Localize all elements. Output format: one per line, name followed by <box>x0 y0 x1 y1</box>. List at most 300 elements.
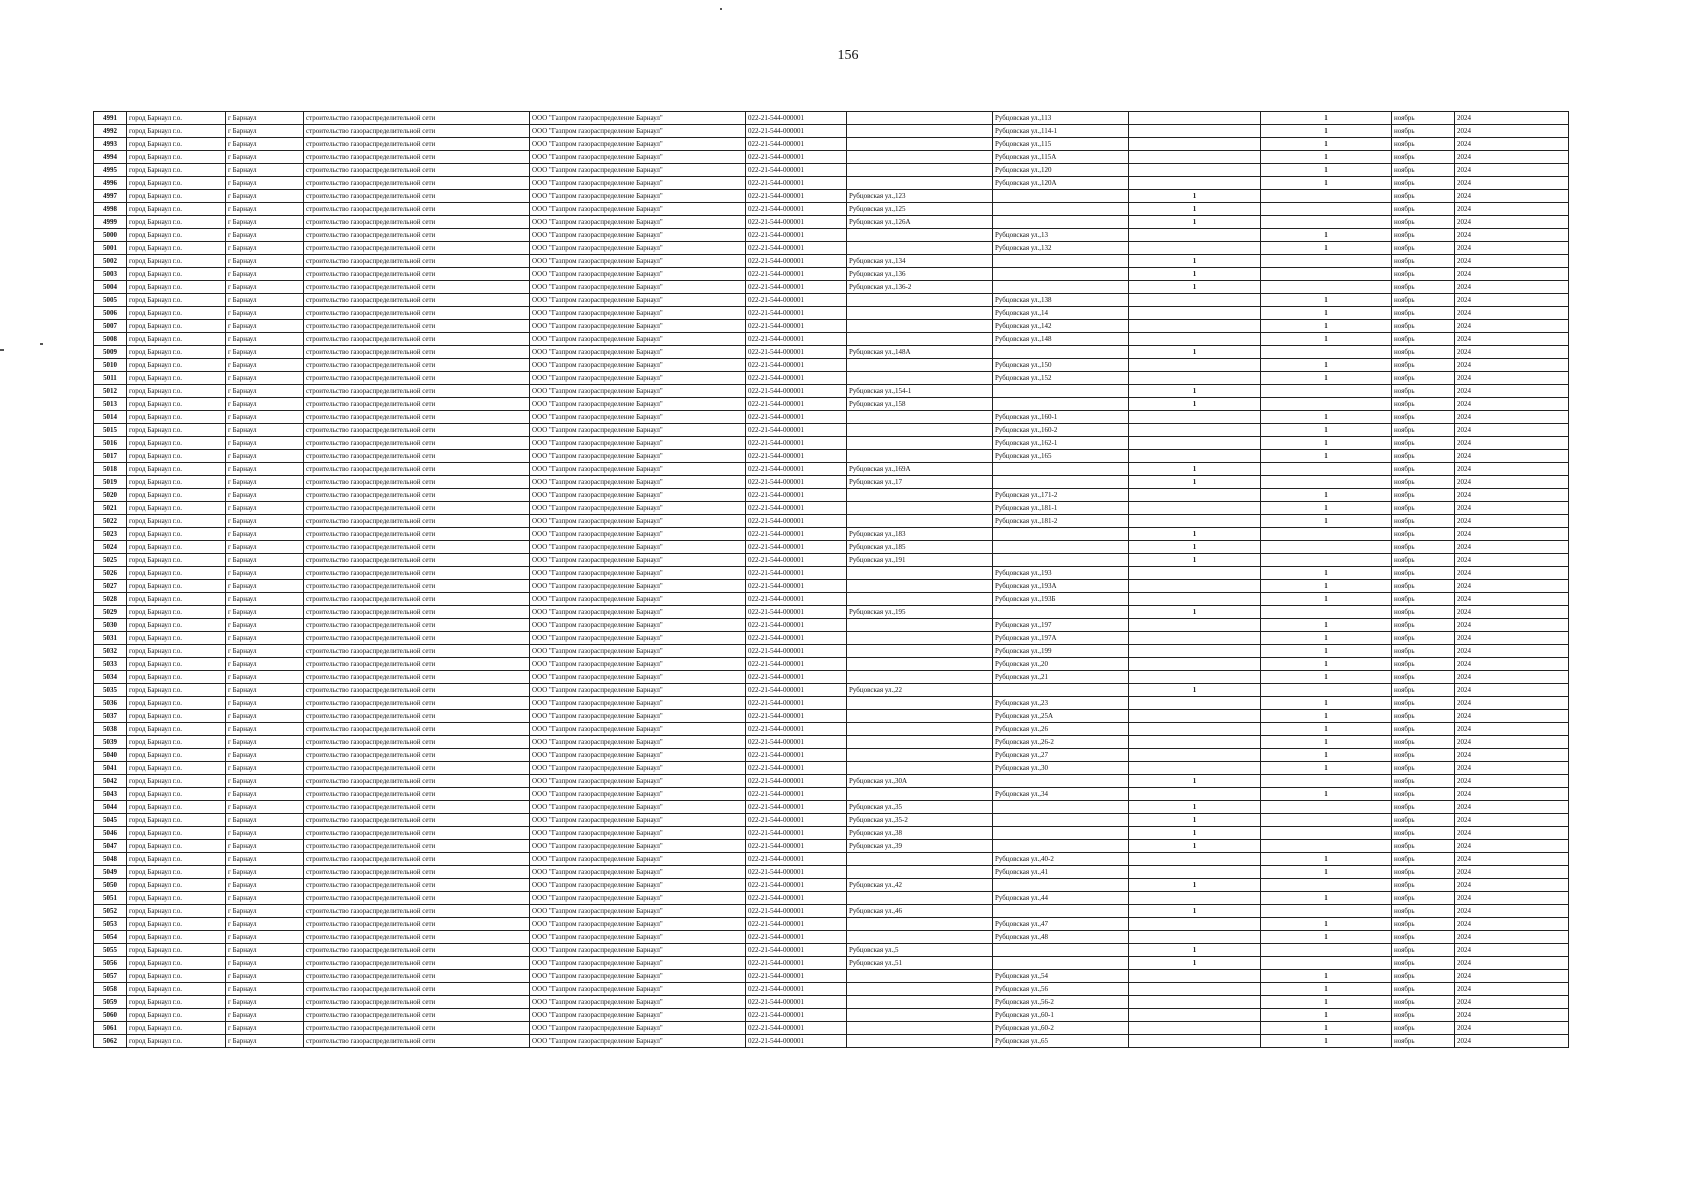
row-number-cell: 4996 <box>94 177 127 190</box>
table-row <box>94 684 1569 697</box>
month-cell: ноябрь <box>1392 502 1455 515</box>
address-left-cell <box>847 502 993 515</box>
address-right-cell <box>993 476 1129 489</box>
quantity-right-cell <box>1261 879 1392 892</box>
row-number-cell: 4997 <box>94 190 127 203</box>
address-right-cell: Рубцовская ул.,150 <box>993 359 1129 372</box>
scan-speck <box>0 349 4 351</box>
work-type-cell: строительство газораспределительной сети <box>304 606 530 619</box>
municipality-cell: город Барнаул г.о. <box>127 528 226 541</box>
table-row <box>94 112 1569 125</box>
quantity-left-cell <box>1129 489 1261 502</box>
program-code-cell: 022-21-544-000001 <box>746 814 847 827</box>
address-right-cell: Рубцовская ул.,193А <box>993 580 1129 593</box>
work-type-cell: строительство газораспределительной сети <box>304 489 530 502</box>
address-right-cell: Рубцовская ул.,181-2 <box>993 515 1129 528</box>
quantity-right-cell <box>1261 840 1392 853</box>
work-type-cell: строительство газораспределительной сети <box>304 593 530 606</box>
quantity-right-cell <box>1261 827 1392 840</box>
table-row <box>94 944 1569 957</box>
quantity-right-cell: 1 <box>1261 970 1392 983</box>
address-right-cell <box>993 346 1129 359</box>
table-row <box>94 229 1569 242</box>
table-row <box>94 1035 1569 1048</box>
quantity-right-cell <box>1261 684 1392 697</box>
settlement-cell: г Барнаул <box>226 840 304 853</box>
organization-cell: ООО "Газпром газораспределение Барнаул" <box>530 489 746 502</box>
row-number-cell: 4994 <box>94 151 127 164</box>
settlement-cell: г Барнаул <box>226 489 304 502</box>
work-type-cell: строительство газораспределительной сети <box>304 203 530 216</box>
row-number-cell: 5037 <box>94 710 127 723</box>
address-right-cell: Рубцовская ул.,48 <box>993 931 1129 944</box>
work-type-cell: строительство газораспределительной сети <box>304 684 530 697</box>
row-number-cell: 5017 <box>94 450 127 463</box>
settlement-cell: г Барнаул <box>226 541 304 554</box>
settlement-cell: г Барнаул <box>226 593 304 606</box>
address-left-cell <box>847 437 993 450</box>
month-cell: ноябрь <box>1392 814 1455 827</box>
settlement-cell: г Барнаул <box>226 515 304 528</box>
program-code-cell: 022-21-544-000001 <box>746 944 847 957</box>
municipality-cell: город Барнаул г.о. <box>127 216 226 229</box>
work-type-cell: строительство газораспределительной сети <box>304 450 530 463</box>
address-right-cell: Рубцовская ул.,30 <box>993 762 1129 775</box>
organization-cell: ООО "Газпром газораспределение Барнаул" <box>530 502 746 515</box>
quantity-right-cell <box>1261 255 1392 268</box>
quantity-right-cell <box>1261 281 1392 294</box>
year-cell: 2024 <box>1455 918 1569 931</box>
address-left-cell <box>847 892 993 905</box>
address-left-cell <box>847 593 993 606</box>
work-type-cell: строительство газораспределительной сети <box>304 671 530 684</box>
quantity-left-cell <box>1129 736 1261 749</box>
month-cell: ноябрь <box>1392 333 1455 346</box>
quantity-left-cell <box>1129 294 1261 307</box>
table-row <box>94 840 1569 853</box>
month-cell: ноябрь <box>1392 515 1455 528</box>
quantity-left-cell <box>1129 632 1261 645</box>
address-left-cell: Рубцовская ул.,169А <box>847 463 993 476</box>
address-left-cell <box>847 710 993 723</box>
program-code-cell: 022-21-544-000001 <box>746 736 847 749</box>
quantity-left-cell <box>1129 671 1261 684</box>
row-number-cell: 5012 <box>94 385 127 398</box>
row-number-cell: 5001 <box>94 242 127 255</box>
work-type-cell: строительство газораспределительной сети <box>304 372 530 385</box>
address-right-cell <box>993 775 1129 788</box>
quantity-left-cell <box>1129 1022 1261 1035</box>
program-code-cell: 022-21-544-000001 <box>746 697 847 710</box>
address-right-cell: Рубцовская ул.,115А <box>993 151 1129 164</box>
work-type-cell: строительство газораспределительной сети <box>304 190 530 203</box>
quantity-left-cell: 1 <box>1129 281 1261 294</box>
year-cell: 2024 <box>1455 879 1569 892</box>
address-left-cell: Рубцовская ул.,136-2 <box>847 281 993 294</box>
month-cell: ноябрь <box>1392 229 1455 242</box>
address-left-cell: Рубцовская ул.,17 <box>847 476 993 489</box>
row-number-cell: 5009 <box>94 346 127 359</box>
year-cell: 2024 <box>1455 671 1569 684</box>
address-left-cell <box>847 853 993 866</box>
table-row <box>94 528 1569 541</box>
program-code-cell: 022-21-544-000001 <box>746 723 847 736</box>
month-cell: ноябрь <box>1392 489 1455 502</box>
year-cell: 2024 <box>1455 424 1569 437</box>
settlement-cell: г Барнаул <box>226 1022 304 1035</box>
municipality-cell: город Барнаул г.о. <box>127 502 226 515</box>
month-cell: ноябрь <box>1392 892 1455 905</box>
quantity-left-cell <box>1129 151 1261 164</box>
month-cell: ноябрь <box>1392 710 1455 723</box>
organization-cell: ООО "Газпром газораспределение Барнаул" <box>530 775 746 788</box>
table-row <box>94 463 1569 476</box>
row-number-cell: 5006 <box>94 307 127 320</box>
month-cell: ноябрь <box>1392 658 1455 671</box>
month-cell: ноябрь <box>1392 190 1455 203</box>
row-number-cell: 5040 <box>94 749 127 762</box>
municipality-cell: город Барнаул г.о. <box>127 866 226 879</box>
program-code-cell: 022-21-544-000001 <box>746 138 847 151</box>
quantity-right-cell <box>1261 346 1392 359</box>
program-code-cell: 022-21-544-000001 <box>746 216 847 229</box>
organization-cell: ООО "Газпром газораспределение Барнаул" <box>530 229 746 242</box>
scan-speck <box>720 8 722 10</box>
work-type-cell: строительство газораспределительной сети <box>304 398 530 411</box>
program-code-cell: 022-21-544-000001 <box>746 710 847 723</box>
municipality-cell: город Барнаул г.о. <box>127 346 226 359</box>
municipality-cell: город Барнаул г.о. <box>127 892 226 905</box>
municipality-cell: город Барнаул г.о. <box>127 554 226 567</box>
address-right-cell: Рубцовская ул.,21 <box>993 671 1129 684</box>
row-number-cell: 4993 <box>94 138 127 151</box>
quantity-left-cell: 1 <box>1129 528 1261 541</box>
month-cell: ноябрь <box>1392 1035 1455 1048</box>
year-cell: 2024 <box>1455 489 1569 502</box>
quantity-left-cell: 1 <box>1129 801 1261 814</box>
program-code-cell: 022-21-544-000001 <box>746 1022 847 1035</box>
municipality-cell: город Барнаул г.о. <box>127 736 226 749</box>
settlement-cell: г Барнаул <box>226 385 304 398</box>
organization-cell: ООО "Газпром газораспределение Барнаул" <box>530 255 746 268</box>
row-number-cell: 5042 <box>94 775 127 788</box>
address-left-cell <box>847 151 993 164</box>
program-code-cell: 022-21-544-000001 <box>746 437 847 450</box>
row-number-cell: 5022 <box>94 515 127 528</box>
address-left-cell <box>847 788 993 801</box>
work-type-cell: строительство газораспределительной сети <box>304 710 530 723</box>
quantity-right-cell: 1 <box>1261 294 1392 307</box>
table-row <box>94 931 1569 944</box>
municipality-cell: город Барнаул г.о. <box>127 489 226 502</box>
quantity-right-cell <box>1261 606 1392 619</box>
quantity-right-cell <box>1261 905 1392 918</box>
quantity-right-cell <box>1261 203 1392 216</box>
municipality-cell: город Барнаул г.о. <box>127 437 226 450</box>
settlement-cell: г Барнаул <box>226 645 304 658</box>
organization-cell: ООО "Газпром газораспределение Барнаул" <box>530 736 746 749</box>
table-row <box>94 918 1569 931</box>
municipality-cell: город Барнаул г.о. <box>127 931 226 944</box>
quantity-left-cell <box>1129 970 1261 983</box>
municipality-cell: город Барнаул г.о. <box>127 268 226 281</box>
year-cell: 2024 <box>1455 541 1569 554</box>
organization-cell: ООО "Газпром газораспределение Барнаул" <box>530 177 746 190</box>
settlement-cell: г Барнаул <box>226 905 304 918</box>
quantity-left-cell <box>1129 788 1261 801</box>
work-type-cell: строительство газораспределительной сети <box>304 463 530 476</box>
quantity-left-cell: 1 <box>1129 554 1261 567</box>
address-right-cell <box>993 203 1129 216</box>
row-number-cell: 5030 <box>94 619 127 632</box>
row-number-cell: 5059 <box>94 996 127 1009</box>
table-row <box>94 437 1569 450</box>
month-cell: ноябрь <box>1392 866 1455 879</box>
address-right-cell <box>993 268 1129 281</box>
settlement-cell: г Барнаул <box>226 567 304 580</box>
program-code-cell: 022-21-544-000001 <box>746 346 847 359</box>
address-left-cell <box>847 671 993 684</box>
year-cell: 2024 <box>1455 1022 1569 1035</box>
row-number-cell: 5043 <box>94 788 127 801</box>
row-number-cell: 5032 <box>94 645 127 658</box>
table-row <box>94 489 1569 502</box>
work-type-cell: строительство газораспределительной сети <box>304 346 530 359</box>
year-cell: 2024 <box>1455 931 1569 944</box>
quantity-right-cell: 1 <box>1261 632 1392 645</box>
table-row <box>94 125 1569 138</box>
quantity-left-cell: 1 <box>1129 203 1261 216</box>
settlement-cell: г Барнаул <box>226 424 304 437</box>
month-cell: ноябрь <box>1392 541 1455 554</box>
work-type-cell: строительство газораспределительной сети <box>304 437 530 450</box>
row-number-cell: 5038 <box>94 723 127 736</box>
row-number-cell: 5061 <box>94 1022 127 1035</box>
month-cell: ноябрь <box>1392 944 1455 957</box>
organization-cell: ООО "Газпром газораспределение Барнаул" <box>530 970 746 983</box>
row-number-cell: 5036 <box>94 697 127 710</box>
work-type-cell: строительство газораспределительной сети <box>304 658 530 671</box>
organization-cell: ООО "Газпром газораспределение Барнаул" <box>530 801 746 814</box>
organization-cell: ООО "Газпром газораспределение Барнаул" <box>530 788 746 801</box>
municipality-cell: город Барнаул г.о. <box>127 476 226 489</box>
organization-cell: ООО "Газпром газораспределение Барнаул" <box>530 580 746 593</box>
address-right-cell: Рубцовская ул.,34 <box>993 788 1129 801</box>
quantity-left-cell <box>1129 892 1261 905</box>
organization-cell: ООО "Газпром газораспределение Барнаул" <box>530 918 746 931</box>
work-type-cell: строительство газораспределительной сети <box>304 619 530 632</box>
work-type-cell: строительство газораспределительной сети <box>304 528 530 541</box>
program-code-cell: 022-21-544-000001 <box>746 606 847 619</box>
quantity-left-cell <box>1129 996 1261 1009</box>
municipality-cell: город Барнаул г.о. <box>127 125 226 138</box>
program-code-cell: 022-21-544-000001 <box>746 996 847 1009</box>
organization-cell: ООО "Газпром газораспределение Барнаул" <box>530 853 746 866</box>
year-cell: 2024 <box>1455 437 1569 450</box>
settlement-cell: г Барнаул <box>226 554 304 567</box>
municipality-cell: город Барнаул г.о. <box>127 294 226 307</box>
address-right-cell: Рубцовская ул.,138 <box>993 294 1129 307</box>
year-cell: 2024 <box>1455 216 1569 229</box>
row-number-cell: 5011 <box>94 372 127 385</box>
row-number-cell: 5046 <box>94 827 127 840</box>
month-cell: ноябрь <box>1392 320 1455 333</box>
quantity-left-cell <box>1129 710 1261 723</box>
address-right-cell: Рубцовская ул.,197А <box>993 632 1129 645</box>
work-type-cell: строительство газораспределительной сети <box>304 736 530 749</box>
address-left-cell <box>847 996 993 1009</box>
program-code-cell: 022-21-544-000001 <box>746 229 847 242</box>
settlement-cell: г Барнаул <box>226 203 304 216</box>
municipality-cell: город Барнаул г.о. <box>127 112 226 125</box>
municipality-cell: город Барнаул г.о. <box>127 151 226 164</box>
year-cell: 2024 <box>1455 528 1569 541</box>
year-cell: 2024 <box>1455 619 1569 632</box>
address-left-cell <box>847 1009 993 1022</box>
municipality-cell: город Барнаул г.о. <box>127 333 226 346</box>
address-right-cell <box>993 281 1129 294</box>
program-code-cell: 022-21-544-000001 <box>746 385 847 398</box>
table-row <box>94 216 1569 229</box>
work-type-cell: строительство газораспределительной сети <box>304 1022 530 1035</box>
quantity-left-cell <box>1129 450 1261 463</box>
year-cell: 2024 <box>1455 359 1569 372</box>
quantity-right-cell <box>1261 775 1392 788</box>
settlement-cell: г Барнаул <box>226 125 304 138</box>
municipality-cell: город Барнаул г.о. <box>127 840 226 853</box>
row-number-cell: 5007 <box>94 320 127 333</box>
organization-cell: ООО "Газпром газораспределение Барнаул" <box>530 138 746 151</box>
year-cell: 2024 <box>1455 385 1569 398</box>
municipality-cell: город Барнаул г.о. <box>127 619 226 632</box>
program-code-cell: 022-21-544-000001 <box>746 853 847 866</box>
address-right-cell: Рубцовская ул.,47 <box>993 918 1129 931</box>
address-right-cell <box>993 398 1129 411</box>
program-code-cell: 022-21-544-000001 <box>746 762 847 775</box>
address-left-cell <box>847 918 993 931</box>
year-cell: 2024 <box>1455 398 1569 411</box>
organization-cell: ООО "Газпром газораспределение Барнаул" <box>530 320 746 333</box>
quantity-right-cell: 1 <box>1261 580 1392 593</box>
row-number-cell: 5034 <box>94 671 127 684</box>
address-left-cell: Рубцовская ул.,134 <box>847 255 993 268</box>
month-cell: ноябрь <box>1392 164 1455 177</box>
year-cell: 2024 <box>1455 996 1569 1009</box>
organization-cell: ООО "Газпром газораспределение Барнаул" <box>530 606 746 619</box>
row-number-cell: 4995 <box>94 164 127 177</box>
organization-cell: ООО "Газпром газораспределение Барнаул" <box>530 905 746 918</box>
address-left-cell: Рубцовская ул.,125 <box>847 203 993 216</box>
organization-cell: ООО "Газпром газораспределение Барнаул" <box>530 333 746 346</box>
quantity-right-cell: 1 <box>1261 242 1392 255</box>
organization-cell: ООО "Газпром газораспределение Барнаул" <box>530 944 746 957</box>
table-row <box>94 814 1569 827</box>
year-cell: 2024 <box>1455 203 1569 216</box>
organization-cell: ООО "Газпром газораспределение Барнаул" <box>530 619 746 632</box>
table-row <box>94 866 1569 879</box>
quantity-right-cell <box>1261 554 1392 567</box>
program-code-cell: 022-21-544-000001 <box>746 970 847 983</box>
municipality-cell: город Барнаул г.о. <box>127 606 226 619</box>
organization-cell: ООО "Газпром газораспределение Барнаул" <box>530 671 746 684</box>
organization-cell: ООО "Газпром газораспределение Барнаул" <box>530 983 746 996</box>
municipality-cell: город Барнаул г.о. <box>127 645 226 658</box>
work-type-cell: строительство газораспределительной сети <box>304 996 530 1009</box>
year-cell: 2024 <box>1455 281 1569 294</box>
address-left-cell <box>847 177 993 190</box>
year-cell: 2024 <box>1455 294 1569 307</box>
settlement-cell: г Барнаул <box>226 346 304 359</box>
table-row <box>94 320 1569 333</box>
year-cell: 2024 <box>1455 164 1569 177</box>
organization-cell: ООО "Газпром газораспределение Барнаул" <box>530 658 746 671</box>
table-row <box>94 710 1569 723</box>
work-type-cell: строительство газораспределительной сети <box>304 164 530 177</box>
address-left-cell <box>847 333 993 346</box>
municipality-cell: город Барнаул г.о. <box>127 229 226 242</box>
address-right-cell <box>993 827 1129 840</box>
program-code-cell: 022-21-544-000001 <box>746 775 847 788</box>
row-number-cell: 5015 <box>94 424 127 437</box>
organization-cell: ООО "Газпром газораспределение Барнаул" <box>530 1022 746 1035</box>
address-left-cell <box>847 424 993 437</box>
municipality-cell: город Барнаул г.о. <box>127 593 226 606</box>
month-cell: ноябрь <box>1392 918 1455 931</box>
program-code-cell: 022-21-544-000001 <box>746 203 847 216</box>
program-code-cell: 022-21-544-000001 <box>746 164 847 177</box>
settlement-cell: г Барнаул <box>226 697 304 710</box>
settlement-cell: г Барнаул <box>226 372 304 385</box>
month-cell: ноябрь <box>1392 827 1455 840</box>
address-right-cell: Рубцовская ул.,148 <box>993 333 1129 346</box>
address-left-cell: Рубцовская ул.,195 <box>847 606 993 619</box>
address-right-cell: Рубцовская ул.,160-1 <box>993 411 1129 424</box>
quantity-left-cell: 1 <box>1129 684 1261 697</box>
row-number-cell: 5025 <box>94 554 127 567</box>
program-code-cell: 022-21-544-000001 <box>746 749 847 762</box>
month-cell: ноябрь <box>1392 645 1455 658</box>
address-right-cell <box>993 255 1129 268</box>
address-left-cell <box>847 645 993 658</box>
municipality-cell: город Барнаул г.о. <box>127 138 226 151</box>
address-right-cell: Рубцовская ул.,41 <box>993 866 1129 879</box>
quantity-left-cell <box>1129 1009 1261 1022</box>
program-code-cell: 022-21-544-000001 <box>746 476 847 489</box>
table-row <box>94 424 1569 437</box>
work-type-cell: строительство газораспределительной сети <box>304 333 530 346</box>
address-right-cell: Рубцовская ул.,160-2 <box>993 424 1129 437</box>
organization-cell: ООО "Газпром газораспределение Барнаул" <box>530 684 746 697</box>
program-code-cell: 022-21-544-000001 <box>746 528 847 541</box>
address-right-cell <box>993 463 1129 476</box>
work-type-cell: строительство газораспределительной сети <box>304 918 530 931</box>
quantity-right-cell <box>1261 476 1392 489</box>
settlement-cell: г Барнаул <box>226 450 304 463</box>
settlement-cell: г Барнаул <box>226 528 304 541</box>
work-type-cell: строительство газораспределительной сети <box>304 983 530 996</box>
quantity-left-cell <box>1129 931 1261 944</box>
settlement-cell: г Барнаул <box>226 918 304 931</box>
scan-speck <box>40 343 43 345</box>
registry-table <box>93 111 1569 1048</box>
address-left-cell: Рубцовская ул.,148А <box>847 346 993 359</box>
program-code-cell: 022-21-544-000001 <box>746 541 847 554</box>
program-code-cell: 022-21-544-000001 <box>746 450 847 463</box>
quantity-right-cell: 1 <box>1261 853 1392 866</box>
quantity-left-cell: 1 <box>1129 476 1261 489</box>
quantity-right-cell: 1 <box>1261 424 1392 437</box>
month-cell: ноябрь <box>1392 138 1455 151</box>
